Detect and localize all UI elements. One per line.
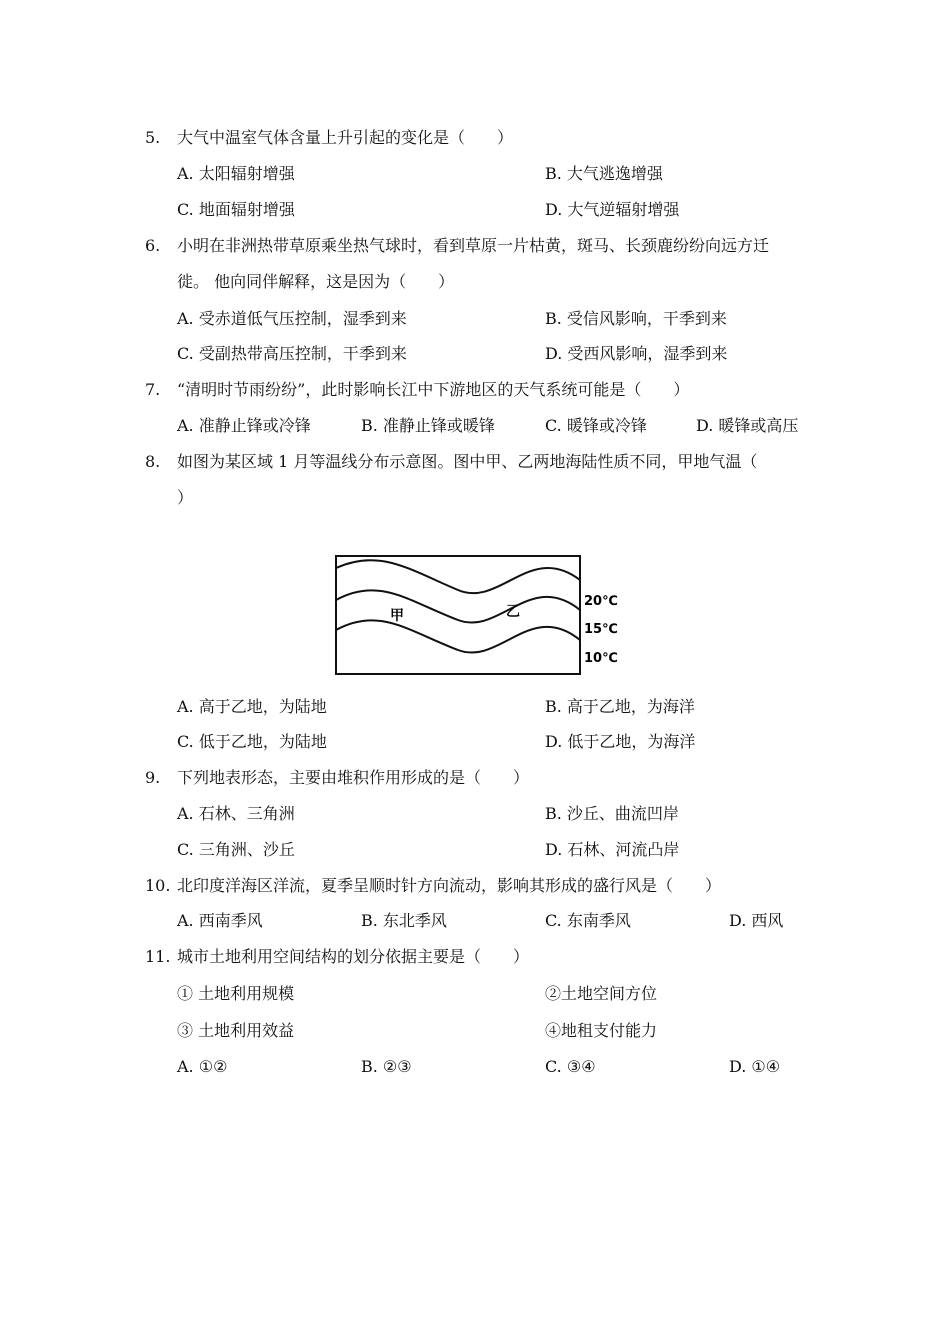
- option-b: B. 准静止锋或暖锋: [361, 416, 495, 435]
- isotherm-figure: [330, 550, 630, 680]
- figure-frame: [336, 556, 580, 674]
- question-number: 8.: [145, 452, 161, 471]
- question-number: 9.: [145, 768, 161, 787]
- question-stem: 下列地表形态，主要由堆积作用形成的是（ ）: [177, 768, 530, 787]
- option-b: B. ②③: [361, 1057, 412, 1076]
- isotherm-10: [336, 620, 580, 652]
- option-a: A. 准静止锋或冷锋: [177, 416, 311, 435]
- option-c: C. 暖锋或冷锋: [545, 416, 647, 435]
- isotherm-20: [336, 560, 580, 593]
- option-a: A. 高于乙地，为陆地: [177, 697, 327, 716]
- option-d: D. ①④: [729, 1057, 781, 1076]
- question-number: 6.: [145, 236, 161, 255]
- option-a: A. 太阳辐射增强: [177, 164, 295, 183]
- option-b: B. 东北季风: [361, 911, 447, 930]
- question-stem: 大气中温室气体含量上升引起的变化是（ ）: [177, 128, 514, 147]
- option-d: D. 石林、河流凸岸: [545, 840, 680, 859]
- isotherm-label-15: 15℃: [584, 622, 618, 637]
- question-stem: 小明在非洲热带草原乘坐热气球时，看到草原一片枯黄，斑马、长颈鹿纷纷向远方迁: [177, 236, 770, 255]
- question-stem-cont: 徙。 他向同伴解释，这是因为（ ）: [177, 272, 455, 291]
- question-number: 7.: [145, 380, 161, 399]
- question-number: 5.: [145, 128, 161, 147]
- statement-3: ③ 土地利用效益: [177, 1021, 295, 1040]
- option-b: B. 受信风影响，干季到来: [545, 309, 727, 328]
- option-a: A. 西南季风: [177, 911, 263, 930]
- option-b: B. 高于乙地，为海洋: [545, 697, 695, 716]
- label-yi: 乙: [506, 604, 520, 620]
- option-b: B. 沙丘、曲流凹岸: [545, 804, 679, 823]
- option-b: B. 大气逃逸增强: [545, 164, 663, 183]
- statement-1: ① 土地利用规模: [177, 984, 295, 1003]
- question-stem: “清明时节雨纷纷”，此时影响长江中下游地区的天气系统可能是（ ）: [177, 380, 690, 399]
- isotherm-15: [336, 590, 580, 622]
- question-stem: 城市土地利用空间结构的划分依据主要是（ ）: [177, 947, 530, 966]
- option-c: C. 东南季风: [545, 911, 631, 930]
- isotherm-label-20: 20℃: [584, 594, 618, 609]
- label-jia: 甲: [390, 608, 404, 624]
- option-d: D. 西风: [729, 911, 784, 930]
- statement-4: ④地租支付能力: [545, 1021, 658, 1040]
- option-c: C. ③④: [545, 1057, 596, 1076]
- option-a: A. 石林、三角洲: [177, 804, 295, 823]
- option-c: C. 低于乙地，为陆地: [177, 732, 327, 751]
- statement-2: ②土地空间方位: [545, 984, 658, 1003]
- option-c: C. 受副热带高压控制，干季到来: [177, 344, 407, 363]
- option-d: D. 大气逆辐射增强: [545, 200, 680, 219]
- isotherm-label-10: 10℃: [584, 651, 618, 666]
- option-d: D. 暖锋或高压: [696, 416, 799, 435]
- question-stem-cont: ）: [177, 488, 194, 507]
- option-d: D. 受西风影响，湿季到来: [545, 344, 728, 363]
- option-c: C. 三角洲、沙丘: [177, 840, 295, 859]
- option-d: D. 低于乙地，为海洋: [545, 732, 696, 751]
- option-a: A. 受赤道低气压控制，湿季到来: [177, 309, 407, 328]
- question-stem: 如图为某区域 1 月等温线分布示意图。图中甲、乙两地海陆性质不同，甲地气温（: [177, 452, 758, 471]
- question-stem: 北印度洋海区洋流，夏季呈顺时针方向流动，影响其形成的盛行风是（ ）: [177, 876, 722, 895]
- question-number: 11.: [145, 947, 171, 966]
- option-a: A. ①②: [177, 1057, 228, 1076]
- option-c: C. 地面辐射增强: [177, 200, 295, 219]
- question-number: 10.: [145, 876, 171, 895]
